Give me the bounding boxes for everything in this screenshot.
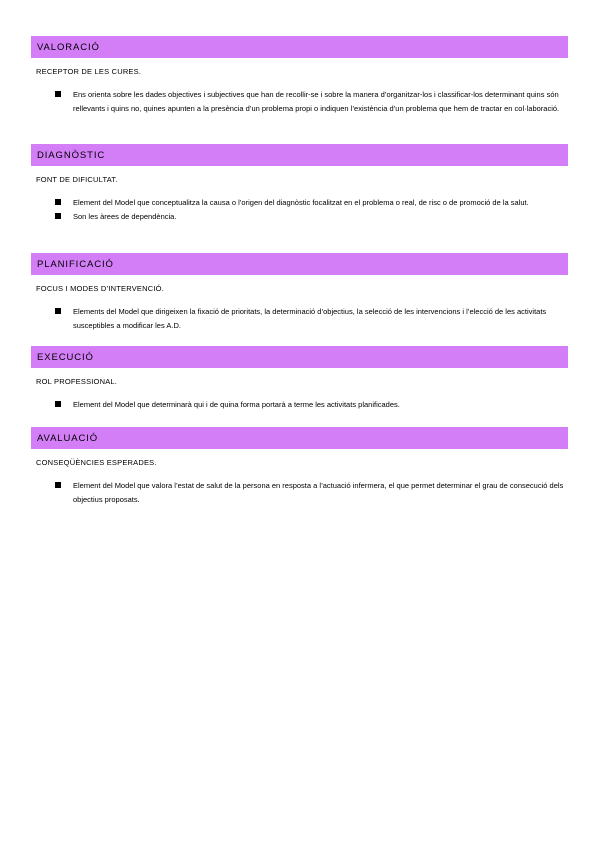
- bullet-text: Son les àrees de dependència.: [73, 212, 177, 221]
- section-subtitle: ROL PROFESSIONAL.: [36, 377, 118, 386]
- bullet-text: Elements del Model que dirigeixen la fixació de prioritats, la determinació d’objectius, la selecció de les intervencions i l’elecció de les activitats susceptibles a modificar les A.D.: [73, 307, 547, 330]
- section-header: VALORACIÓ: [31, 36, 568, 58]
- section-valoracio: [31, 36, 568, 116]
- bullet-list: [31, 398, 568, 412]
- bullet-item: [31, 88, 568, 116]
- bullet-list: [31, 305, 568, 333]
- bullet-list: [31, 88, 568, 116]
- bullet-text: Ens orienta sobre les dades objectives i subjectives que han de recollir-se i sobre la manera d’organitzar-los i classificar-los determinant quins són rellevants i quins no, quines apunten a la presència d’un problema propi o indiquen l’existència d’un problema que hem de tractar en col·laboració.: [73, 90, 560, 113]
- bullet-list: [31, 479, 568, 507]
- section-header: DIAGNÒSTIC: [31, 144, 568, 166]
- section-subtitle: FOCUS I MODES D’INTERVENCIÓ.: [36, 284, 164, 293]
- section-planificacio: [31, 253, 568, 333]
- bullet-text: Element del Model que determinarà qui i de quina forma portarà a terme les activitats planificades.: [73, 400, 400, 409]
- section-header: PLANIFICACIÓ: [31, 253, 568, 275]
- section-diagnostic: [31, 144, 568, 224]
- bullet-text: Element del Model que conceptualitza la causa o l’origen del diagnòstic focalitzat en el problema o real, de risc o de promoció de la salut.: [73, 198, 529, 207]
- square-bullet-icon: [55, 91, 61, 97]
- bullet-item: [31, 196, 568, 210]
- section-subtitle: FONT DE DIFICULTAT.: [36, 175, 118, 184]
- bullet-item: [31, 479, 568, 507]
- section-execucio: [31, 346, 568, 412]
- square-bullet-icon: [55, 213, 61, 219]
- square-bullet-icon: [55, 199, 61, 205]
- bullet-item: [31, 305, 568, 333]
- section-subtitle: CONSEQÜÈNCIES ESPERADES.: [36, 458, 157, 467]
- section-header: EXECUCIÓ: [31, 346, 568, 368]
- bullet-item: [31, 210, 568, 224]
- bullet-text: Element del Model que valora l’estat de salut de la persona en resposta a l’actuació infermera, el que permet determinar el grau de consecució dels objectius proposats.: [73, 481, 564, 504]
- square-bullet-icon: [55, 482, 61, 488]
- section-subtitle: RECEPTOR DE LES CURES.: [36, 67, 142, 76]
- section-avaluacio: [31, 427, 568, 507]
- bullet-item: [31, 398, 568, 412]
- square-bullet-icon: [55, 308, 61, 314]
- section-header: AVALUACIÓ: [31, 427, 568, 449]
- square-bullet-icon: [55, 401, 61, 407]
- bullet-list: [31, 196, 568, 224]
